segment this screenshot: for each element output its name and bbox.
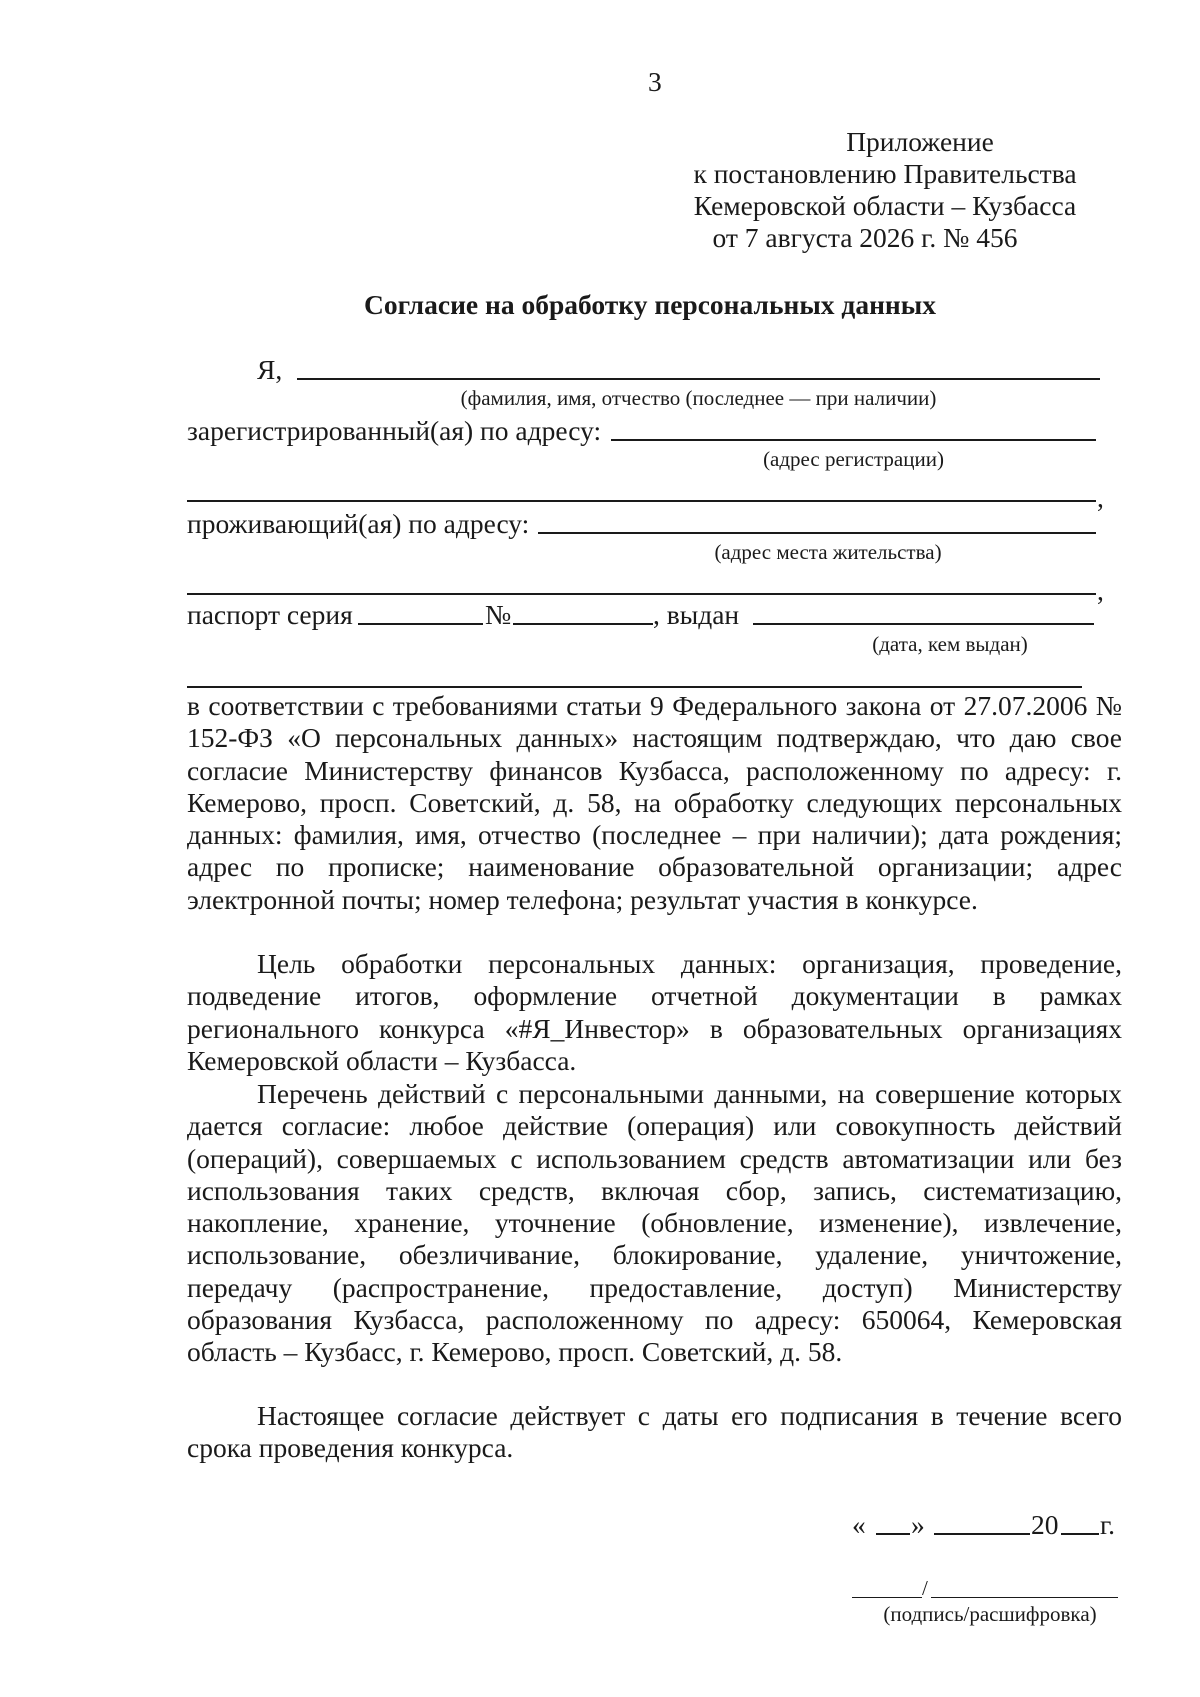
date-year-field[interactable] (1061, 1533, 1099, 1535)
comma-2: , (1097, 575, 1104, 606)
residence-label: проживающий(ая) по адресу: (187, 508, 530, 539)
comma-1: , (1097, 482, 1104, 513)
signature-slash: / (922, 1576, 928, 1600)
date-close-quote: » (911, 1509, 925, 1540)
registration-field-line-2[interactable] (187, 500, 1096, 502)
page-number: 3 (648, 66, 662, 97)
paragraph-3-text: Перечень действий с персональными данными, на совершение которых дается согласие: любое действие (операция) или совокупность действий (операций), совершаемых с использованием средств автоматизации или без использования таких средств, включая сбор, запись, систематизацию, накопление, хранение, уточнение (обновление, изменение), извлечение, использование, обезличивание, блокирование, удаление, уничтожение, передачу (распространение, предоставление, доступ) Министерству образования Кузбасса, расположенному по адресу: 650064, Кемеровская область – Кузбасс, г. Кемерово, просп. Советский, д. 58. (187, 1078, 1122, 1368)
issued-field-line[interactable] (753, 623, 1094, 625)
signature-hint: (подпись/расшифровка) (883, 1602, 1097, 1626)
fio-field-line[interactable] (297, 378, 1100, 380)
passport-series-field[interactable] (358, 623, 483, 625)
paragraph-4-text: Настоящее согласие действует с даты его подписания в течение всего срока проведения конкурса. (187, 1400, 1122, 1464)
registration-hint: (адрес регистрации) (763, 447, 944, 471)
paragraph-4 (187, 1400, 1122, 1465)
signature-field[interactable] (852, 1597, 922, 1598)
residence-field-line-2[interactable] (187, 593, 1096, 595)
appendix-line-3: Кемеровской области – Кузбасса (693, 190, 1077, 221)
date-day-field[interactable] (876, 1533, 910, 1535)
date-open-quote: « (852, 1509, 866, 1540)
passport-number-field[interactable] (513, 623, 653, 625)
registration-label: зарегистрированный(ая) по адресу: (187, 415, 602, 446)
paragraph-1: в соответствии с требованиями статьи 9 Федерального закона от 27.07.2006 № 152-ФЗ «О персональных данных» настоящим подтверждаю, что даю свое согласие Министерству финансов Кузбасса, расположенному по адресу: г. Кемерово, просп. Советский, д. 58, на обработку следующих персональных данных: фамилия, имя, отчество (последнее – при наличии); дата рождения; адрес по прописке; наименование образовательной организации; адрес электронной почты; номер телефона; результат участия в конкурсе. (187, 690, 1122, 915)
document-title: Согласие на обработку персональных данных (363, 289, 936, 320)
signature-decoding-field[interactable] (931, 1597, 1118, 1598)
paragraph-3 (187, 1078, 1122, 1369)
date-year-prefix: 20 (1031, 1509, 1059, 1540)
passport-series-label: паспорт серия (187, 599, 353, 630)
registration-field-line[interactable] (611, 439, 1096, 441)
paragraph-2-text: Цель обработки персональных данных: организация, проведение, подведение итогов, оформление отчетной документации в рамках регионального конкурса «#Я_Инвестор» в образовательных организациях Кемеровской области – Кузбасса. (187, 948, 1122, 1076)
issued-hint: (дата, кем выдан) (872, 632, 1028, 656)
fio-hint: (фамилия, имя, отчество (последнее — при наличии) (460, 386, 937, 410)
issued-field-line-2[interactable] (187, 686, 1082, 688)
issued-label: , выдан (653, 599, 740, 630)
residence-field-line[interactable] (538, 532, 1096, 534)
paragraph-2 (187, 948, 1122, 1077)
passport-number-label: № (485, 599, 512, 630)
date-year-suffix: г. (1100, 1509, 1116, 1540)
appendix-line-2: к постановлению Правительства (693, 158, 1077, 189)
appendix-line-1: Приложение (846, 126, 994, 157)
residence-hint: (адрес места жительства) (714, 540, 942, 564)
appendix-line-4: от 7 августа 2026 г. № 456 (712, 222, 1018, 253)
appendix-block (600, 126, 1170, 254)
date-month-field[interactable] (934, 1533, 1030, 1535)
ya-label: Я, (257, 354, 283, 385)
